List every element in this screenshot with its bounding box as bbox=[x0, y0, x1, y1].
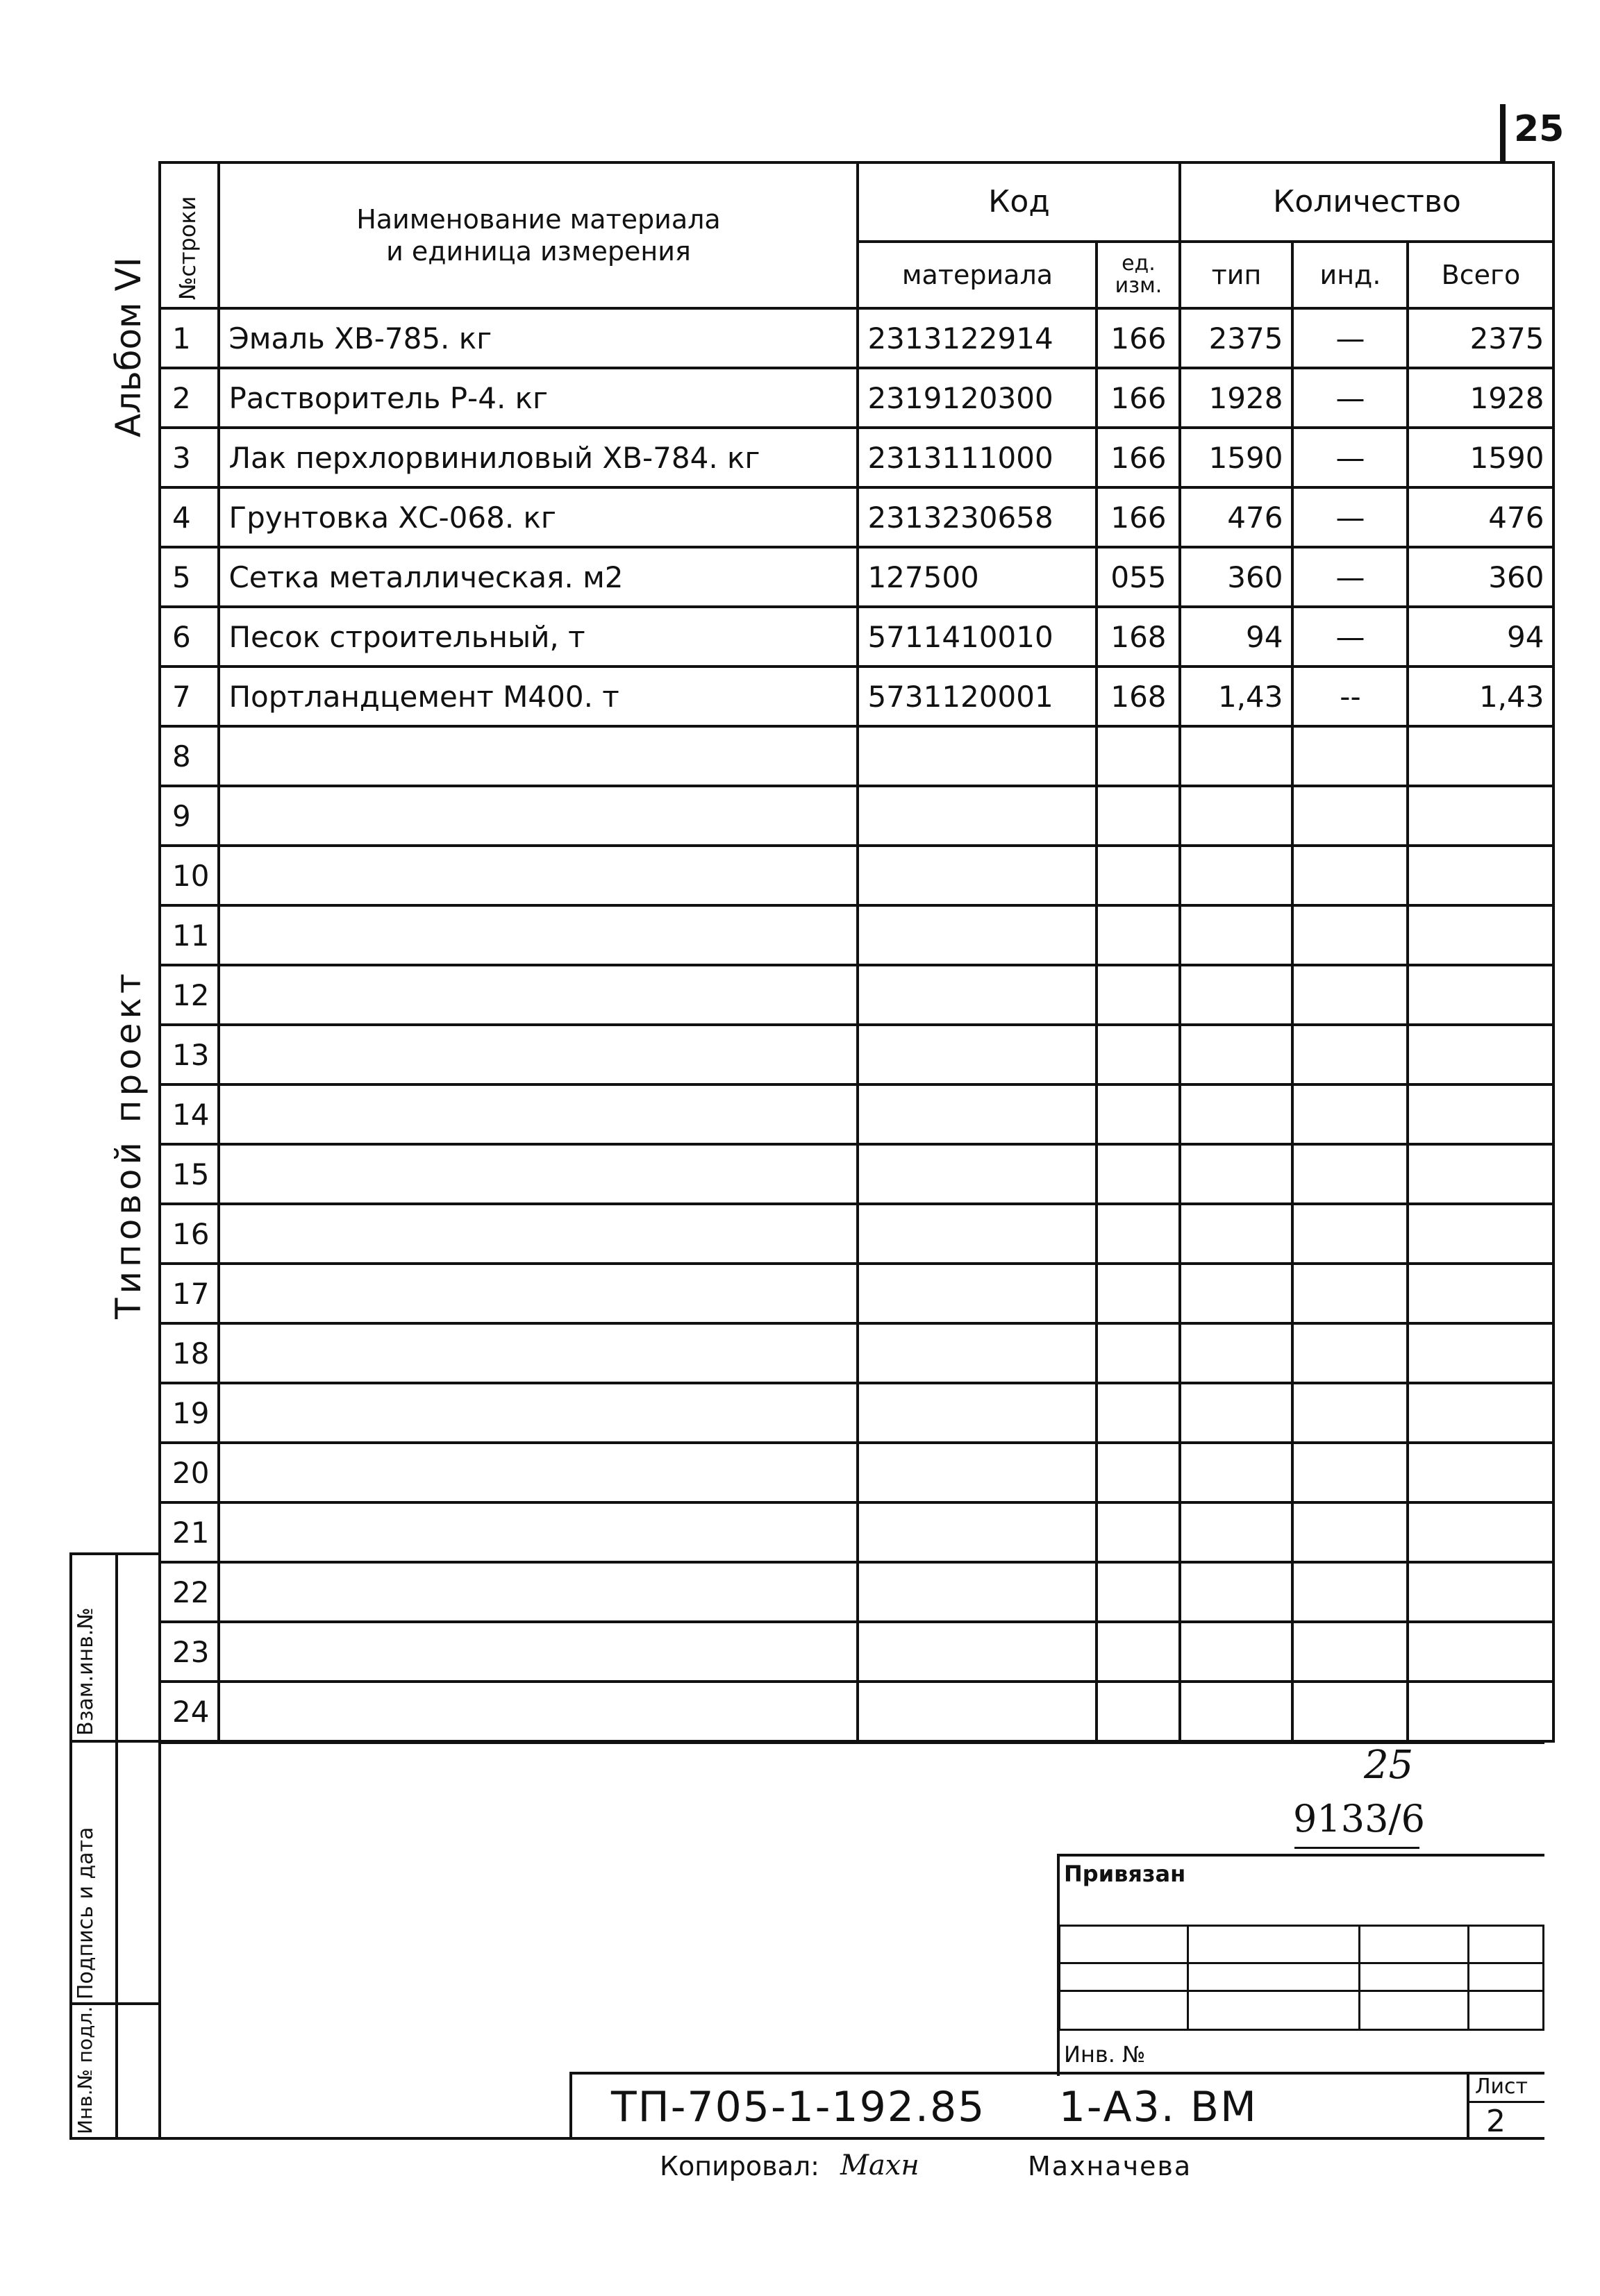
unit-code-cell: 055 bbox=[1097, 547, 1180, 607]
name-header-cell bbox=[219, 162, 858, 308]
unit-code-cell: 166 bbox=[1097, 487, 1180, 547]
row-number-cell: 24 bbox=[160, 1682, 219, 1741]
table-row bbox=[160, 905, 1553, 965]
sheet-box-midline bbox=[1467, 2101, 1544, 2103]
unit-code-cell: 168 bbox=[1097, 667, 1180, 726]
unit-code-cell bbox=[1097, 846, 1180, 905]
material-name-cell bbox=[219, 726, 858, 786]
row-number-cell: 21 bbox=[160, 1502, 219, 1562]
material-name-cell bbox=[219, 965, 858, 1025]
unit-code-cell: 168 bbox=[1097, 607, 1180, 667]
table-row bbox=[160, 726, 1553, 786]
tip-quantity-cell: 476 bbox=[1180, 487, 1292, 547]
unit-code-cell bbox=[1097, 1682, 1180, 1741]
total-quantity-cell bbox=[1408, 1682, 1553, 1741]
handwritten-code: 9133/6 bbox=[1293, 1797, 1425, 1841]
table-row bbox=[160, 1084, 1553, 1144]
tip-quantity-cell bbox=[1180, 726, 1292, 786]
material-code-cell bbox=[858, 1264, 1097, 1323]
total-quantity-cell bbox=[1408, 726, 1553, 786]
table-row bbox=[160, 965, 1553, 1025]
row-number-cell: 4 bbox=[160, 487, 219, 547]
row-number-cell: 14 bbox=[160, 1084, 219, 1144]
unit-code-cell bbox=[1097, 1204, 1180, 1264]
sheet-number: 2 bbox=[1486, 2104, 1506, 2139]
total-quantity-cell bbox=[1408, 1383, 1553, 1443]
material-name-cell: Сетка металлическая. м2 bbox=[219, 547, 858, 607]
unit-code-cell: 166 bbox=[1097, 368, 1180, 428]
total-quantity-cell: 1,43 bbox=[1408, 667, 1553, 726]
ind-quantity-cell bbox=[1292, 726, 1408, 786]
row-number-cell: 2 bbox=[160, 368, 219, 428]
material-name-cell: Лак перхлорвиниловый ХВ-784. кг bbox=[219, 428, 858, 487]
material-name-cell bbox=[219, 846, 858, 905]
material-code-cell bbox=[858, 1204, 1097, 1264]
ind-quantity-cell bbox=[1292, 1502, 1408, 1562]
table-row bbox=[160, 1204, 1553, 1264]
ind-quantity-cell bbox=[1292, 905, 1408, 965]
material-name-cell bbox=[219, 1323, 858, 1383]
material-code-header: материала bbox=[858, 242, 1097, 308]
margin-sign-date-label: Подпись и дата bbox=[74, 1827, 98, 2000]
total-quantity-cell bbox=[1408, 1562, 1553, 1622]
table-row bbox=[160, 1144, 1553, 1204]
page-corner-marker bbox=[1500, 104, 1506, 161]
row-number-cell: 5 bbox=[160, 547, 219, 607]
unit-code-cell bbox=[1097, 905, 1180, 965]
copied-label: Копировал: bbox=[660, 2151, 819, 2181]
ind-quantity-cell bbox=[1292, 1084, 1408, 1144]
table-row bbox=[160, 846, 1553, 905]
row-number-cell: 13 bbox=[160, 1025, 219, 1084]
table-row bbox=[160, 1682, 1553, 1741]
handwritten-underline bbox=[1294, 1847, 1419, 1849]
row-number-cell: 18 bbox=[160, 1323, 219, 1383]
total-quantity-cell bbox=[1408, 1025, 1553, 1084]
table-row bbox=[160, 1264, 1553, 1323]
row-number-cell: 9 bbox=[160, 786, 219, 846]
row-number-cell: 19 bbox=[160, 1383, 219, 1443]
tip-quantity-cell bbox=[1180, 846, 1292, 905]
unit-code-cell bbox=[1097, 1264, 1180, 1323]
material-name-cell bbox=[219, 905, 858, 965]
handwritten-number: 25 bbox=[1364, 1743, 1414, 1788]
unit-code-cell bbox=[1097, 1144, 1180, 1204]
ind-quantity-cell bbox=[1292, 1562, 1408, 1622]
quantity-header: Количество bbox=[1180, 162, 1553, 242]
material-code-cell: 5731120001 bbox=[858, 667, 1097, 726]
margin-project-label: Типовой проект bbox=[108, 969, 149, 1319]
material-name-cell: Песок строительный, т bbox=[219, 607, 858, 667]
material-code-cell bbox=[858, 1144, 1097, 1204]
total-quantity-cell bbox=[1408, 1264, 1553, 1323]
tip-quantity-cell bbox=[1180, 1204, 1292, 1264]
row-number-cell: 3 bbox=[160, 428, 219, 487]
row-number-cell: 17 bbox=[160, 1264, 219, 1323]
row-number-cell: 23 bbox=[160, 1622, 219, 1682]
material-code-cell: 127500 bbox=[858, 547, 1097, 607]
ind-header: инд. bbox=[1292, 242, 1408, 308]
ind-quantity-cell bbox=[1292, 1204, 1408, 1264]
name-header-line2: и единица измерения bbox=[386, 236, 691, 267]
total-quantity-cell bbox=[1408, 965, 1553, 1025]
margin-inv-podl-label: Инв.№ подл. bbox=[74, 2006, 97, 2134]
row-number-cell: 7 bbox=[160, 667, 219, 726]
ind-quantity-cell: — bbox=[1292, 428, 1408, 487]
material-name-cell: Портландцемент М400. т bbox=[219, 667, 858, 726]
material-code-cell bbox=[858, 786, 1097, 846]
total-quantity-cell bbox=[1408, 1084, 1553, 1144]
copier-signature: Махн bbox=[840, 2150, 919, 2181]
material-name-cell bbox=[219, 1025, 858, 1084]
ind-quantity-cell: — bbox=[1292, 368, 1408, 428]
material-code-cell bbox=[858, 1084, 1097, 1144]
tip-quantity-cell bbox=[1180, 1025, 1292, 1084]
table-row bbox=[160, 547, 1553, 607]
total-quantity-cell: 1590 bbox=[1408, 428, 1553, 487]
unit-code-cell bbox=[1097, 1383, 1180, 1443]
tip-quantity-cell: 2375 bbox=[1180, 308, 1292, 368]
row-number-cell: 1 bbox=[160, 308, 219, 368]
tip-quantity-cell bbox=[1180, 1323, 1292, 1383]
row-number-cell: 10 bbox=[160, 846, 219, 905]
tip-quantity-cell bbox=[1180, 1264, 1292, 1323]
row-number-cell: 8 bbox=[160, 726, 219, 786]
ind-quantity-cell bbox=[1292, 1622, 1408, 1682]
tip-quantity-cell: 1590 bbox=[1180, 428, 1292, 487]
unit-code-cell bbox=[1097, 1562, 1180, 1622]
table-row bbox=[160, 1443, 1553, 1502]
row-number-cell: 22 bbox=[160, 1562, 219, 1622]
material-name-cell bbox=[219, 1383, 858, 1443]
material-code-cell bbox=[858, 726, 1097, 786]
material-code-cell bbox=[858, 1622, 1097, 1682]
material-name-cell: Растворитель Р-4. кг bbox=[219, 368, 858, 428]
unit-code-header: ед. изм. bbox=[1097, 242, 1180, 308]
total-quantity-cell bbox=[1408, 1622, 1553, 1682]
materials-table bbox=[158, 161, 1555, 1743]
tip-quantity-cell: 360 bbox=[1180, 547, 1292, 607]
tip-quantity-cell bbox=[1180, 1562, 1292, 1622]
material-code-cell: 5711410010 bbox=[858, 607, 1097, 667]
material-name-cell bbox=[219, 1084, 858, 1144]
table-row bbox=[160, 607, 1553, 667]
tip-header: тип bbox=[1180, 242, 1292, 308]
material-name-cell bbox=[219, 1144, 858, 1204]
ind-quantity-cell bbox=[1292, 1144, 1408, 1204]
tip-quantity-cell: 94 bbox=[1180, 607, 1292, 667]
privyazan-grid bbox=[1058, 1925, 1544, 2031]
ind-quantity-cell: — bbox=[1292, 547, 1408, 607]
sheet-box-divider bbox=[1467, 2072, 1469, 2140]
tip-quantity-cell bbox=[1180, 1502, 1292, 1562]
table-row bbox=[160, 1383, 1553, 1443]
tip-quantity-cell bbox=[1180, 1144, 1292, 1204]
name-header-line1: Наименование материала bbox=[356, 204, 721, 235]
sheet-label: Лист bbox=[1475, 2075, 1528, 2099]
material-code-cell bbox=[858, 1383, 1097, 1443]
table-row bbox=[160, 1502, 1553, 1562]
total-quantity-cell bbox=[1408, 786, 1553, 846]
unit-code-cell bbox=[1097, 1025, 1180, 1084]
total-quantity-cell bbox=[1408, 1323, 1553, 1383]
ind-quantity-cell: — bbox=[1292, 308, 1408, 368]
total-quantity-cell: 94 bbox=[1408, 607, 1553, 667]
tip-quantity-cell: 1928 bbox=[1180, 368, 1292, 428]
table-row bbox=[160, 487, 1553, 547]
unit-code-cell bbox=[1097, 1443, 1180, 1502]
designation-text: ТП-705-1-192.85 1-А3. ВМ bbox=[611, 2083, 1258, 2131]
total-quantity-cell: 2375 bbox=[1408, 308, 1553, 368]
ind-quantity-cell bbox=[1292, 786, 1408, 846]
material-code-cell bbox=[858, 1502, 1097, 1562]
table-row bbox=[160, 1562, 1553, 1622]
total-quantity-cell: 360 bbox=[1408, 547, 1553, 607]
material-name-cell: Эмаль ХВ-785. кг bbox=[219, 308, 858, 368]
total-quantity-cell bbox=[1408, 1144, 1553, 1204]
code-header: Код bbox=[858, 162, 1180, 242]
total-quantity-cell: 1928 bbox=[1408, 368, 1553, 428]
unit-code-cell: 166 bbox=[1097, 308, 1180, 368]
unit-code-cell bbox=[1097, 1323, 1180, 1383]
material-name-cell bbox=[219, 1502, 858, 1562]
margin-inner-line bbox=[115, 1552, 118, 2140]
ind-quantity-cell: -- bbox=[1292, 667, 1408, 726]
margin-album-label: Альбом VI bbox=[108, 257, 149, 437]
total-quantity-cell bbox=[1408, 1443, 1553, 1502]
table-row bbox=[160, 667, 1553, 726]
tip-quantity-cell bbox=[1180, 905, 1292, 965]
ind-quantity-cell bbox=[1292, 1323, 1408, 1383]
copier-name: Махначева bbox=[1028, 2151, 1192, 2181]
tip-quantity-cell bbox=[1180, 1622, 1292, 1682]
material-code-cell bbox=[858, 965, 1097, 1025]
row-number-cell: 6 bbox=[160, 607, 219, 667]
material-name-cell bbox=[219, 1443, 858, 1502]
row-number-cell: 15 bbox=[160, 1144, 219, 1204]
table-row bbox=[160, 428, 1553, 487]
privyazan-left-line bbox=[1057, 1854, 1060, 2076]
material-name-cell bbox=[219, 1682, 858, 1741]
material-code-cell: 2313230658 bbox=[858, 487, 1097, 547]
total-quantity-cell bbox=[1408, 846, 1553, 905]
material-code-cell bbox=[858, 1443, 1097, 1502]
privyazan-label: Привязан bbox=[1064, 1861, 1186, 1887]
material-name-cell bbox=[219, 1562, 858, 1622]
table-row bbox=[160, 786, 1553, 846]
tip-quantity-cell bbox=[1180, 1443, 1292, 1502]
tip-quantity-cell bbox=[1180, 1084, 1292, 1144]
material-code-cell bbox=[858, 1562, 1097, 1622]
row-number-cell: 12 bbox=[160, 965, 219, 1025]
total-quantity-cell bbox=[1408, 1204, 1553, 1264]
ind-quantity-cell bbox=[1292, 965, 1408, 1025]
material-code-cell bbox=[858, 1323, 1097, 1383]
privyazan-top-line bbox=[1058, 1854, 1544, 1857]
material-code-cell bbox=[858, 1025, 1097, 1084]
table-row bbox=[160, 308, 1553, 368]
material-name-cell bbox=[219, 1622, 858, 1682]
row-number-header: №строки bbox=[174, 196, 201, 300]
row-number-cell: 20 bbox=[160, 1443, 219, 1502]
row-number-header-cell bbox=[160, 162, 219, 308]
material-code-cell bbox=[858, 905, 1097, 965]
table-row bbox=[160, 368, 1553, 428]
material-name-cell: Грунтовка ХС-068. кг bbox=[219, 487, 858, 547]
page-corner-number: 25 bbox=[1514, 108, 1565, 150]
margin-divider-2 bbox=[69, 2002, 158, 2005]
ind-quantity-cell bbox=[1292, 1383, 1408, 1443]
ind-quantity-cell bbox=[1292, 1264, 1408, 1323]
material-name-cell bbox=[219, 1204, 858, 1264]
total-header: Всего bbox=[1408, 242, 1553, 308]
ind-quantity-cell bbox=[1292, 1443, 1408, 1502]
material-name-cell bbox=[219, 786, 858, 846]
tip-quantity-cell bbox=[1180, 965, 1292, 1025]
total-quantity-cell bbox=[1408, 1502, 1553, 1562]
margin-inv-vzam-label: Взам.инв.№ bbox=[74, 1607, 98, 1736]
total-quantity-cell: 476 bbox=[1408, 487, 1553, 547]
tip-quantity-cell: 1,43 bbox=[1180, 667, 1292, 726]
row-number-cell: 11 bbox=[160, 905, 219, 965]
ind-quantity-cell: — bbox=[1292, 607, 1408, 667]
material-code-cell: 2319120300 bbox=[858, 368, 1097, 428]
table-header-row-1 bbox=[160, 162, 1553, 242]
material-code-cell: 2313111000 bbox=[858, 428, 1097, 487]
table-row bbox=[160, 1622, 1553, 1682]
ind-quantity-cell: — bbox=[1292, 487, 1408, 547]
table-row bbox=[160, 1323, 1553, 1383]
tip-quantity-cell bbox=[1180, 786, 1292, 846]
tip-quantity-cell bbox=[1180, 1383, 1292, 1443]
tip-quantity-cell bbox=[1180, 1682, 1292, 1741]
table-row bbox=[160, 1025, 1553, 1084]
inv-no-label: Инв. № bbox=[1064, 2041, 1146, 2068]
unit-code-cell bbox=[1097, 1622, 1180, 1682]
margin-divider-1 bbox=[69, 1740, 158, 1743]
unit-code-cell bbox=[1097, 1084, 1180, 1144]
unit-code-cell: 166 bbox=[1097, 428, 1180, 487]
ind-quantity-cell bbox=[1292, 1025, 1408, 1084]
unit-code-cell bbox=[1097, 965, 1180, 1025]
material-code-cell bbox=[858, 846, 1097, 905]
ind-quantity-cell bbox=[1292, 846, 1408, 905]
ind-quantity-cell bbox=[1292, 1682, 1408, 1741]
material-code-cell: 2313122914 bbox=[858, 308, 1097, 368]
unit-code-cell bbox=[1097, 726, 1180, 786]
row-number-cell: 16 bbox=[160, 1204, 219, 1264]
material-code-cell bbox=[858, 1682, 1097, 1741]
material-name-cell bbox=[219, 1264, 858, 1323]
total-quantity-cell bbox=[1408, 905, 1553, 965]
unit-code-cell bbox=[1097, 786, 1180, 846]
unit-code-cell bbox=[1097, 1502, 1180, 1562]
